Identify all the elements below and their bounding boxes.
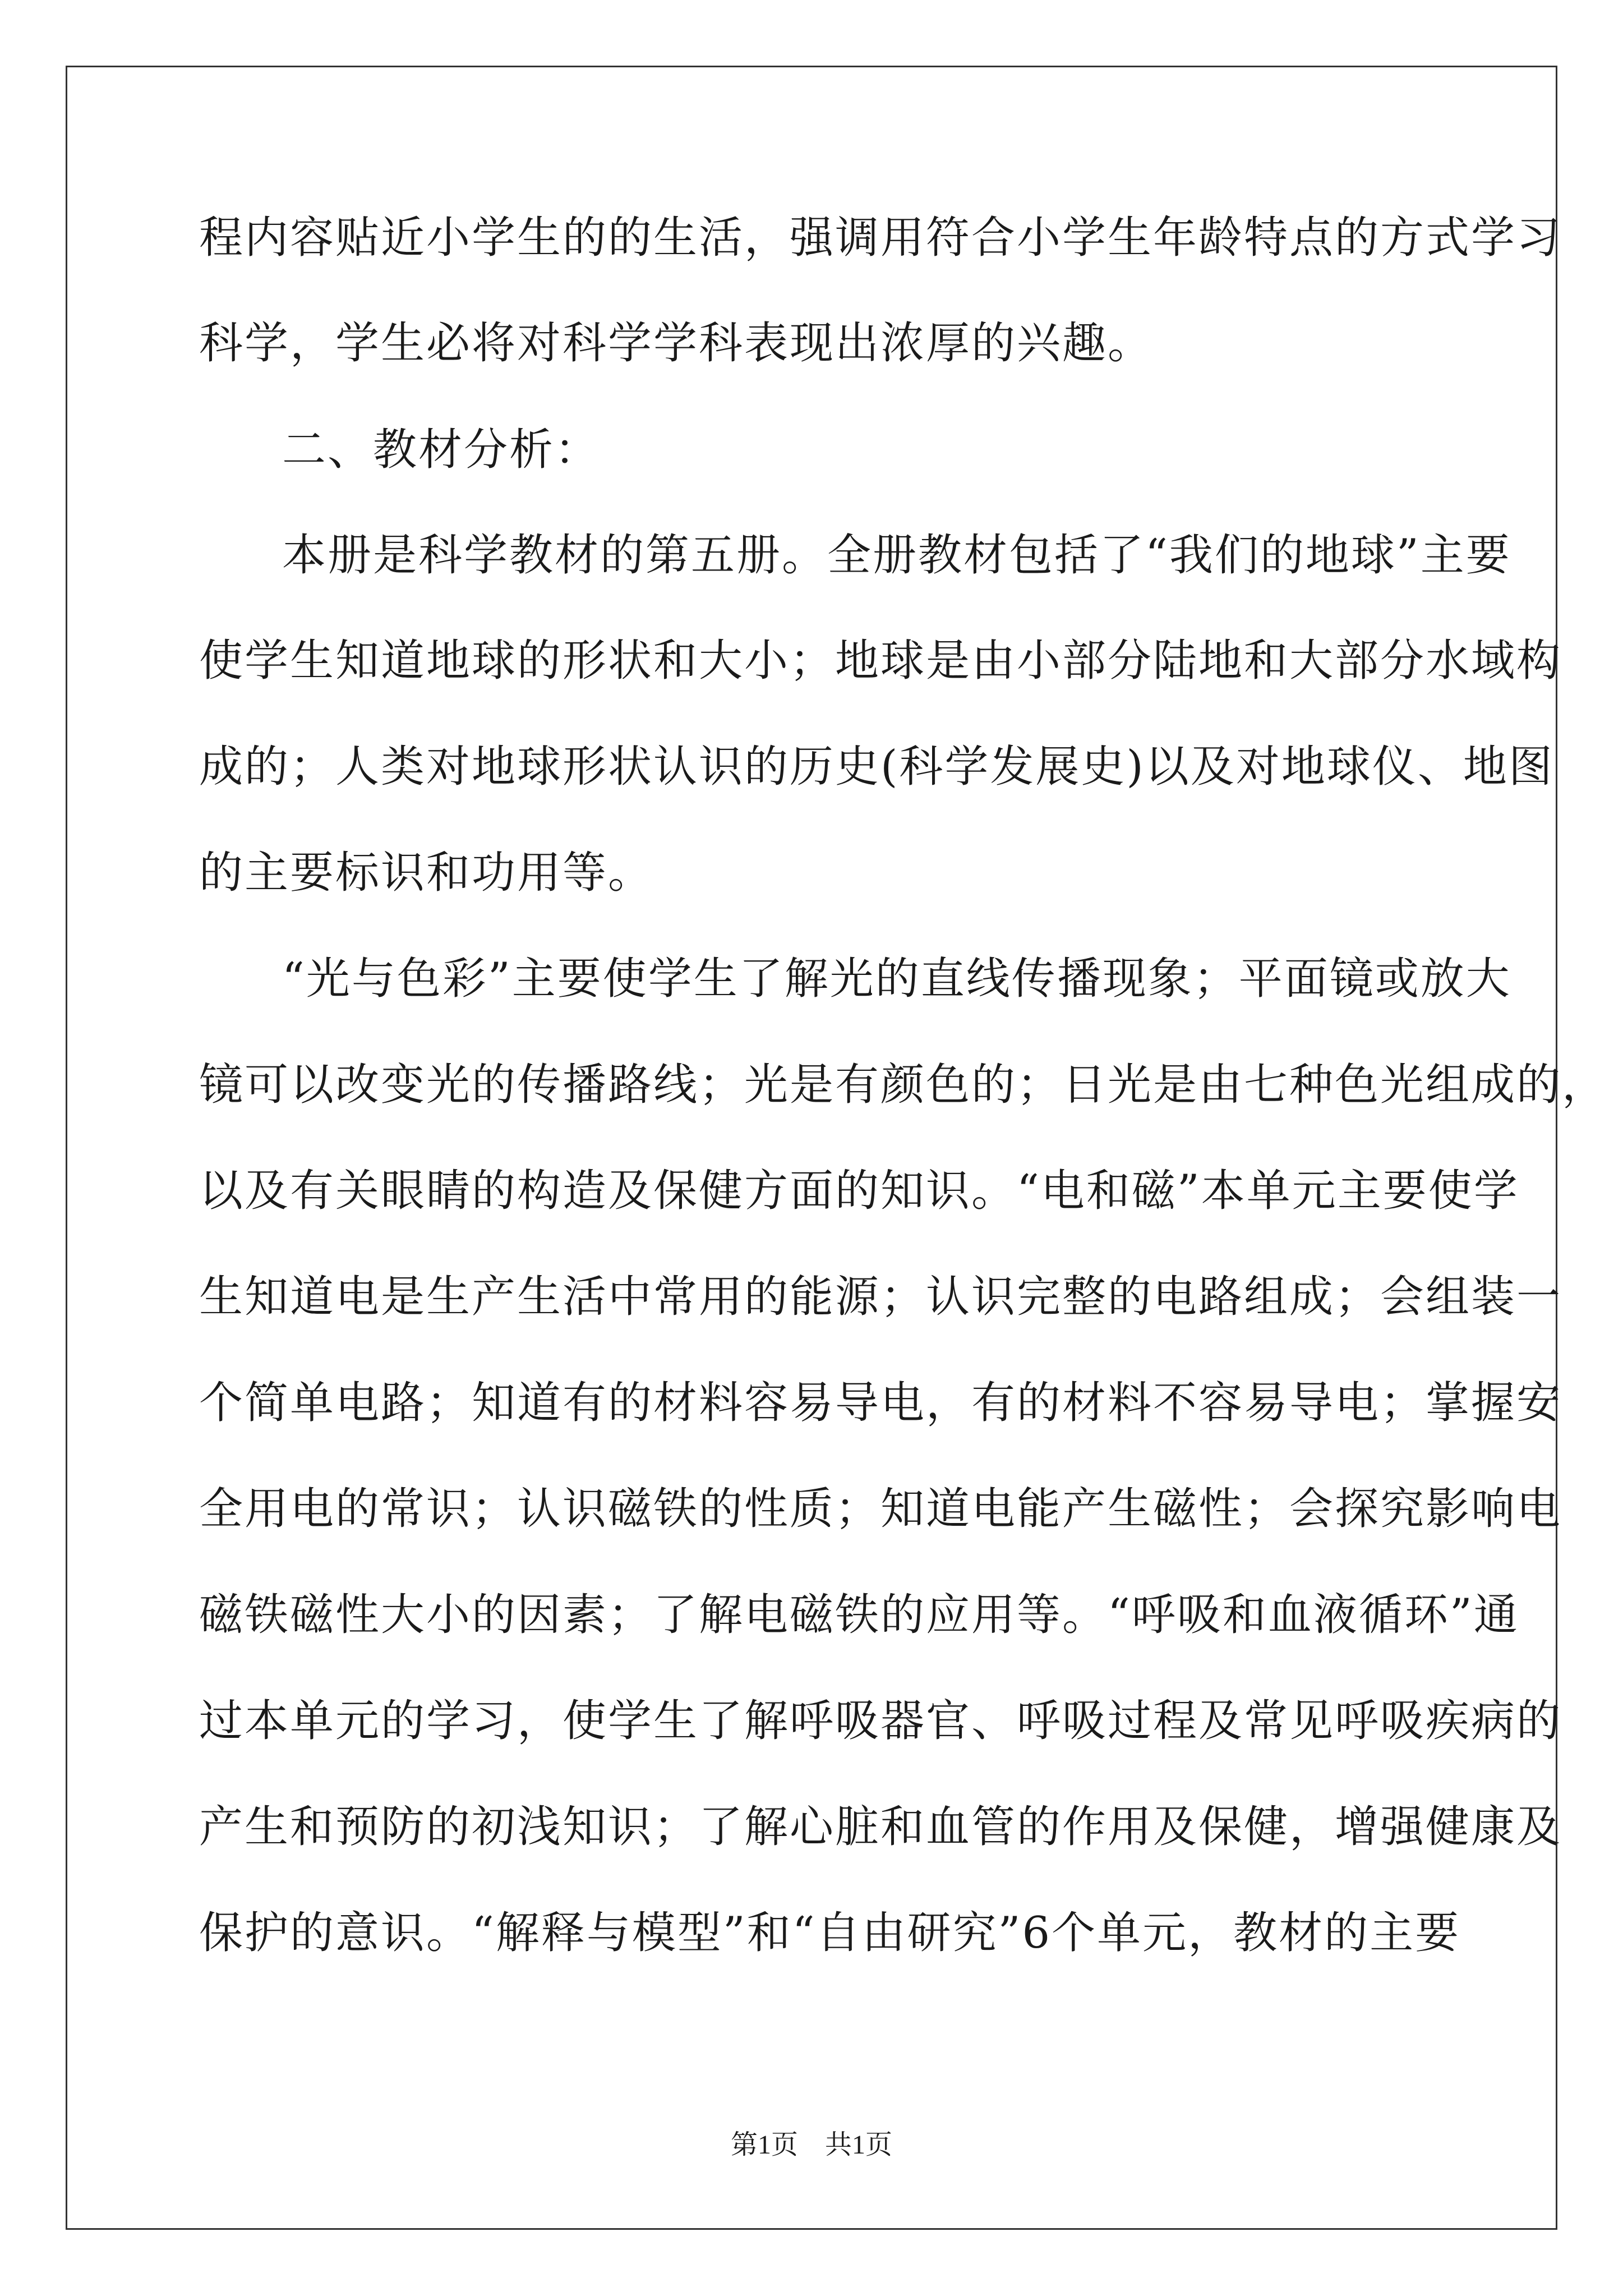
text-line: 生知道电是生产生活中常用的能源；认识完整的电路组成；会组装一	[199, 1272, 1562, 1322]
text-line: 全用电的常识；认识磁铁的性质；知道电能产生磁性；会探究影响电	[199, 1484, 1562, 1534]
text-line: 镜可以改变光的传播路线；光是有颜色的；日光是由七种色光组成的，	[199, 1060, 1608, 1110]
text-line: 程内容贴近小学生的的生活，强调用符合小学生年龄特点的方式学习	[199, 213, 1562, 263]
text-line: 的主要标识和功用等。	[199, 848, 654, 898]
text-line: 磁铁磁性大小的因素；了解电磁铁的应用等。“呼吸和血液循环”通	[199, 1590, 1519, 1640]
text-line: 使学生知道地球的形状和大小；地球是由小部分陆地和大部分水域构	[199, 636, 1562, 686]
page-border	[66, 66, 1557, 2230]
text-line: 产生和预防的初浅知识；了解心脏和血管的作用及保健，增强健康及	[199, 1802, 1562, 1852]
text-line: 过本单元的学习，使学生了解呼吸器官、呼吸过程及常见呼吸疾病的	[199, 1696, 1562, 1746]
text-line: “光与色彩”主要使学生了解光的直线传播现象；平面镜或放大	[282, 954, 1511, 1004]
text-line: 二、教材分析：	[282, 425, 601, 475]
text-line: 个简单电路；知道有的材料容易导电，有的材料不容易导电；掌握安	[199, 1378, 1562, 1428]
text-line: 保护的意识。“解释与模型”和“自由研究”6个单元，教材的主要	[199, 1908, 1461, 1958]
text-line: 以及有关眼睛的构造及保健方面的知识。“电和磁”本单元主要使学	[199, 1166, 1519, 1216]
page-footer: 第1页 共1页	[730, 2130, 892, 2160]
text-line: 成的；人类对地球形状认识的历史(科学发展史)以及对地球仪、地图	[199, 742, 1554, 792]
text-line: 科学，学生必将对科学学科表现出浓厚的兴趣。	[199, 318, 1154, 369]
text-line: 本册是科学教材的第五册。全册教材包括了“我们的地球”主要	[282, 530, 1511, 581]
